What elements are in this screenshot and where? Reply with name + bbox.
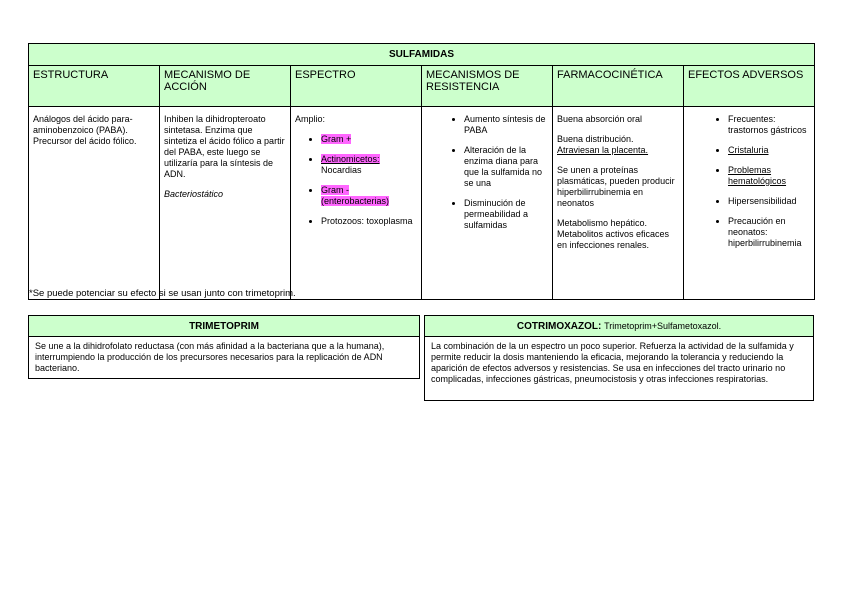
resistencia-list [426,114,548,231]
header-mecanismo: MECANISMO DE ACCIÓN [160,66,291,107]
farmaco-p4: Metabolismo hepático. Metabolitos activos eficaces en infecciones renales. [557,218,670,250]
mecanismo-text: Inhiben la dihidropteroato sintetasa. Enzima que sintetiza el ácido fólico a partir del PABA, este luego se utilizaría para la síntesis de ADN. [164,114,285,179]
list-item: • Aumento síntesis de PABA [464,114,546,136]
cell-resistencia [422,107,553,300]
list-item: • Protozoos: toxoplasma [321,216,417,227]
footnote: *Se puede potenciar su efecto si se usan junto con trimetoprim. [29,288,296,299]
list-item: • Cristaluria [728,145,810,156]
cotrimoxazol-title: COTRIMOXAZOL: [516,320,602,332]
sulfamidas-table [28,43,815,300]
adversos-list [688,114,810,249]
table-title: SULFAMIDAS [29,44,815,66]
list-item: • Hipersensibilidad [728,196,810,207]
estructura-text: Análogos del ácido para-aminobenzoico (PABA). Precursor del ácido fólico. [33,114,137,146]
cotrimoxazol-text: La combinación de la un espectro un poco superior. Refuerza la actividad de la sulfamida y permite reducir la dosis manteniendo la eficacia, mejorando la tolerancia y reduciendo la aparición de efectos adversos y resistencias. Se usa en infecciones del tracto urinario no complicadas, infecciones gástricas, pneumocistosis y otras infecciones respiratorias. [425,337,814,401]
header-farmacocinetica: FARMACOCINÉTICA [553,66,684,107]
list-item: • Gram - (enterobacterias) [321,185,417,207]
list-item: • Gram + [321,134,417,145]
cell-espectro [291,107,422,300]
cotrimoxazol-subtitle: Trimetoprim+Sulfametoxazol. [604,320,722,331]
trimetoprim-box [28,315,420,379]
cotrimoxazol-header [425,316,814,337]
mecanismo-note: Bacteriostático [164,189,224,199]
cell-efectos-adversos [684,107,815,300]
list-item: • Disminución de permeabilidad a sulfamidas [464,198,546,231]
header-espectro: ESPECTRO [291,66,422,107]
list-item: • Alteración de la enzima diana para que la sulfamida no se una [464,145,546,189]
farmaco-p3: Se unen a proteínas plasmáticas, pueden producir hiperbilirrubinemia en neonatos [557,165,675,208]
farmaco-p1: Buena absorción oral [557,114,643,124]
header-efectos-adversos: EFECTOS ADVERSOS [684,66,815,107]
list-item: • Actinomicetos: Nocardias [321,154,417,176]
cell-farmacocinetica [553,107,684,300]
list-item: • Precaución en neonatos: hiperbilirrubinemia [728,216,810,249]
cotrimoxazol-box [424,315,814,401]
header-resistencia: MECANISMOS DE RESISTENCIA [422,66,553,107]
trimetoprim-text: Se une a la dihidrofolato reductasa (con más afinidad a la bacteriana que a la humana), interrumpiendo la producción de los precursores necesarios para la replicación de ADN bacteriano. [29,337,420,379]
header-estructura: ESTRUCTURA [29,66,160,107]
espectro-intro: Amplio: [295,114,326,124]
cell-mecanismo [160,107,291,300]
list-item: • Problemas hematológicos [728,165,810,187]
espectro-list [295,134,417,227]
cell-estructura [29,107,160,300]
list-item: • Frecuentes: trastornos gástricos [728,114,810,136]
trimetoprim-title: TRIMETOPRIM [29,316,420,337]
farmaco-p2: Buena distribución. Atraviesan la placenta. [557,134,649,155]
